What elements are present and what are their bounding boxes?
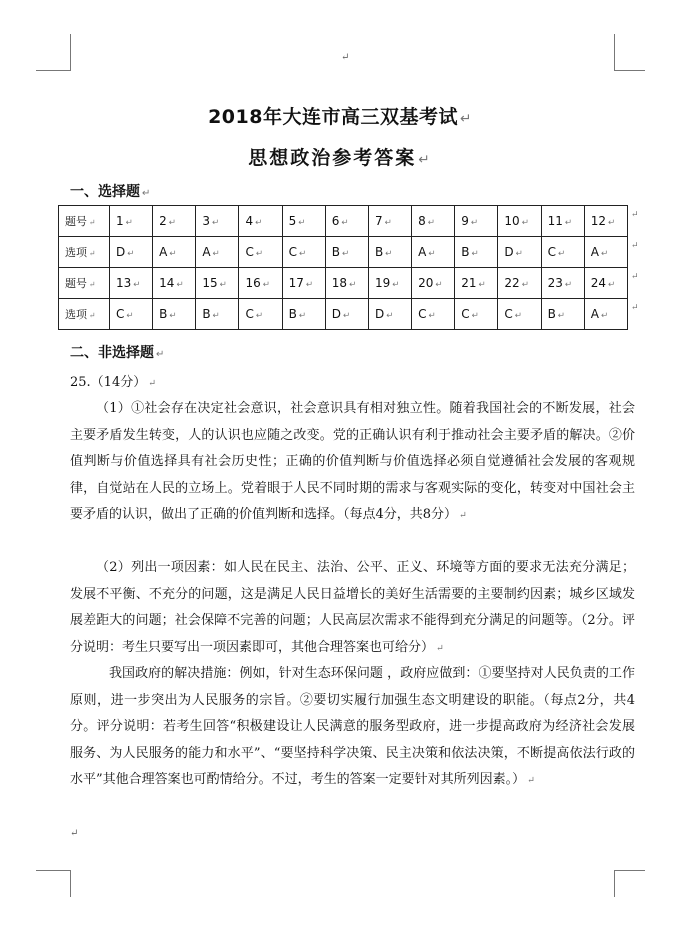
cell-end-mark-icon: ↵ <box>428 249 436 259</box>
answer-table-cell: B ↵ <box>325 237 368 268</box>
cell-end-mark-icon: ↵ <box>343 311 351 321</box>
cell-end-mark-icon: ↵ <box>89 218 96 227</box>
cell-end-mark-icon: ↵ <box>176 280 184 290</box>
cell-end-mark-icon: ↵ <box>89 280 96 289</box>
answer-table-cell: 22 ↵ <box>498 268 541 299</box>
cell-end-mark-icon: ↵ <box>255 311 264 321</box>
answer-table-cell: 17 ↵ <box>282 268 325 299</box>
answer-table-cell: C ↵ <box>455 299 498 330</box>
section-heading-nonchoice: 二、非选择题 ↵ <box>70 345 165 361</box>
answer-table-cell: D ↵ <box>110 237 153 268</box>
answer-table-cell: 24 ↵ <box>584 268 627 299</box>
cell-end-mark-icon: ↵ <box>515 249 523 259</box>
answer-table-cell: 21 ↵ <box>455 268 498 299</box>
cell-end-mark-icon: ↵ <box>89 249 96 258</box>
document-subtitle: 思想政治参考答案 ↵ <box>248 147 432 169</box>
cell-end-mark-icon: ↵ <box>608 218 616 228</box>
row-end-mark-icon: ↵ <box>631 241 639 251</box>
page-corner-bottom-left <box>36 870 71 897</box>
answer-table-cell: 6 ↵ <box>325 206 368 237</box>
cell-end-mark-icon: ↵ <box>427 218 435 228</box>
cell-end-mark-icon: ↵ <box>305 280 314 290</box>
answer-table-row <box>59 299 628 330</box>
answer-table-cell: 1 ↵ <box>110 206 153 237</box>
answer-part-2: （2）列出一项因素：如人民在民主、法治、公平、正义、环境等方面的要求无法充分满足；发展不平衡、不充分的问题，这是满足人民日益增长的美好生活需要的主要制约因素；城乡区域发展差距大的问题；社会保障不完善的问题；人民高层次需求不能得到充分满足的问题等。（2分。评分说明：考生只要写出一项因素即可，其他合理答案也可给分） ↵ <box>70 560 635 655</box>
answer-table-cell: 15 ↵ <box>196 268 239 299</box>
answer-table-cell: 16 ↵ <box>239 268 282 299</box>
answer-table-cell: B ↵ <box>153 299 196 330</box>
answer-table-cell: 11 ↵ <box>541 206 584 237</box>
page-corner-bottom-right <box>614 870 645 897</box>
cell-end-mark-icon: ↵ <box>89 311 96 320</box>
page-corner-top-left <box>36 34 71 71</box>
cell-end-mark-icon: ↵ <box>299 249 307 259</box>
cell-end-mark-icon: ↵ <box>169 311 177 321</box>
cell-end-mark-icon: ↵ <box>514 311 523 321</box>
answer-table-cell: C ↵ <box>239 299 282 330</box>
answer-table-row-header: 题号 ↵ <box>59 206 110 237</box>
cell-end-mark-icon: ↵ <box>564 218 573 228</box>
cell-end-mark-icon: ↵ <box>126 311 134 321</box>
paragraph-mark-icon: ↵ <box>142 188 151 199</box>
answer-table-cell: 20 ↵ <box>412 268 455 299</box>
answer-table-cell: 7 ↵ <box>368 206 411 237</box>
answer-table-cell: B ↵ <box>368 237 411 268</box>
paragraph-mark-icon: ↵ <box>341 52 350 63</box>
paragraph-mark-icon: ↵ <box>148 378 157 389</box>
cell-end-mark-icon: ↵ <box>341 218 349 228</box>
answer-table-cell: 14 ↵ <box>153 268 196 299</box>
answer-table-cell: C ↵ <box>282 237 325 268</box>
answer-table-cell: 9 ↵ <box>455 206 498 237</box>
paragraph-mark-icon: ↵ <box>459 510 467 521</box>
answer-table-cell: A ↵ <box>584 299 627 330</box>
paragraph-mark-icon: ↵ <box>418 152 432 168</box>
answer-table-cell: A ↵ <box>584 237 627 268</box>
cell-end-mark-icon: ↵ <box>211 218 220 228</box>
answer-table-cell: B ↵ <box>196 299 239 330</box>
answer-table <box>58 205 628 330</box>
cell-end-mark-icon: ↵ <box>127 249 135 259</box>
paragraph-mark-icon: ↵ <box>436 642 444 654</box>
answer-table-cell: 10 ↵ <box>498 206 541 237</box>
cell-end-mark-icon: ↵ <box>521 280 529 290</box>
section-heading-choice: 一、选择题 ↵ <box>70 184 151 200</box>
cell-end-mark-icon: ↵ <box>557 311 566 321</box>
cell-end-mark-icon: ↵ <box>125 218 133 228</box>
answer-table-cell: A ↵ <box>153 237 196 268</box>
cell-end-mark-icon: ↵ <box>386 311 394 321</box>
answer-table-cell: D ↵ <box>325 299 368 330</box>
answer-table-cell: 13 ↵ <box>110 268 153 299</box>
answer-table-row <box>59 206 628 237</box>
answer-table-cell: A ↵ <box>412 237 455 268</box>
cell-end-mark-icon: ↵ <box>557 249 566 259</box>
paragraph-mark-icon: ↵ <box>70 828 79 839</box>
cell-end-mark-icon: ↵ <box>169 249 177 259</box>
answer-table-cell: 23 ↵ <box>541 268 584 299</box>
document-title: 2018年大连市高三双基考试 ↵ <box>208 106 472 128</box>
answer-table-cell: C ↵ <box>412 299 455 330</box>
cell-end-mark-icon: ↵ <box>392 280 400 290</box>
answer-table-cell: C ↵ <box>498 299 541 330</box>
answer-table-cell: B ↵ <box>541 299 584 330</box>
answer-table-row <box>59 268 628 299</box>
cell-end-mark-icon: ↵ <box>600 311 609 321</box>
answer-table-cell: C ↵ <box>110 299 153 330</box>
cell-end-mark-icon: ↵ <box>478 280 486 290</box>
row-end-mark-icon: ↵ <box>631 303 639 313</box>
paragraph-mark-icon: ↵ <box>527 775 535 786</box>
cell-end-mark-icon: ↵ <box>255 249 264 259</box>
cell-end-mark-icon: ↵ <box>298 218 306 228</box>
answer-table-cell: 5 ↵ <box>282 206 325 237</box>
answer-table-cell: 12 ↵ <box>584 206 627 237</box>
answer-table-cell: B ↵ <box>455 237 498 268</box>
answer-table-cell: 4 ↵ <box>239 206 282 237</box>
cell-end-mark-icon: ↵ <box>349 280 357 290</box>
page-corner-top-right <box>614 34 645 71</box>
answer-table-cell: D ↵ <box>368 299 411 330</box>
cell-end-mark-icon: ↵ <box>470 218 479 228</box>
answer-table-cell: D ↵ <box>498 237 541 268</box>
cell-end-mark-icon: ↵ <box>262 280 270 290</box>
answer-table-cell: A ↵ <box>196 237 239 268</box>
cell-end-mark-icon: ↵ <box>342 249 350 259</box>
cell-end-mark-icon: ↵ <box>608 280 616 290</box>
cell-end-mark-icon: ↵ <box>435 280 443 290</box>
answer-table-row-header: 题号 ↵ <box>59 268 110 299</box>
cell-end-mark-icon: ↵ <box>298 311 307 321</box>
answer-table-cell: C ↵ <box>541 237 584 268</box>
question-25-heading: 25.（14分） ↵ <box>70 375 157 390</box>
paragraph-mark-icon: ↵ <box>156 349 165 360</box>
answer-table-cell: 2 ↵ <box>153 206 196 237</box>
answer-table-cell: 3 ↵ <box>196 206 239 237</box>
row-end-mark-icon: ↵ <box>631 272 639 282</box>
cell-end-mark-icon: ↵ <box>255 218 263 228</box>
row-end-mark-icon: ↵ <box>631 210 639 220</box>
cell-end-mark-icon: ↵ <box>564 280 573 290</box>
cell-end-mark-icon: ↵ <box>521 218 529 228</box>
cell-end-mark-icon: ↵ <box>385 249 393 259</box>
answer-table-row-header: 选项 ↵ <box>59 299 110 330</box>
answer-table-cell: 19 ↵ <box>368 268 411 299</box>
answer-table-cell: 18 ↵ <box>325 268 368 299</box>
cell-end-mark-icon: ↵ <box>471 311 479 321</box>
cell-end-mark-icon: ↵ <box>600 249 609 259</box>
cell-end-mark-icon: ↵ <box>133 280 141 290</box>
cell-end-mark-icon: ↵ <box>428 311 436 321</box>
answer-part-3: 我国政府的解决措施：例如，针对生态环保问题 ，政府应做到：①要坚持对人民负责的工作原则，进一步突出为人民服务的宗旨。②要切实履行加强生态文明建设的职能。（每点2分，共4分。评分说明：若考生回答“积极建设让人民满意的服务型政府，进一步提高政府为经济社会发展服务、为人民服务的能力和水平”、“要坚持科学决策、民主决策和依法决策，不断提高依法行政的水平”其他合理答案也可酌情给分。不过，考生的答案一定要针对其所列因素。） ↵ <box>70 666 635 787</box>
answer-table-cell: C ↵ <box>239 237 282 268</box>
cell-end-mark-icon: ↵ <box>212 311 220 321</box>
paragraph-mark-icon: ↵ <box>459 111 472 127</box>
answer-part-1: （1）①社会存在决定社会意识，社会意识具有相对独立性。随着我国社会的不断发展，社会主要矛盾发生转变，人的认识也应随之改变。党的正确认识有利于推动社会主要矛盾的解决。②价值判断与价值选择具有社会历史性；正确的价值判断与价值选择必须自觉遵循社会发展的客观规律，自觉站在人民的立场上。党着眼于人民不同时期的需求与客观实际的变化，转变对中国社会主要矛盾的认识，做出了正确的价值判断和选择。（每点4分，共8分） ↵ <box>70 401 635 522</box>
cell-end-mark-icon: ↵ <box>384 218 392 228</box>
cell-end-mark-icon: ↵ <box>168 218 177 228</box>
cell-end-mark-icon: ↵ <box>471 249 479 259</box>
cell-end-mark-icon: ↵ <box>219 280 227 290</box>
answer-table-row <box>59 237 628 268</box>
answer-table-cell: B ↵ <box>282 299 325 330</box>
cell-end-mark-icon: ↵ <box>212 249 220 259</box>
answer-table-cell: 8 ↵ <box>412 206 455 237</box>
answer-table-row-header: 选项 ↵ <box>59 237 110 268</box>
